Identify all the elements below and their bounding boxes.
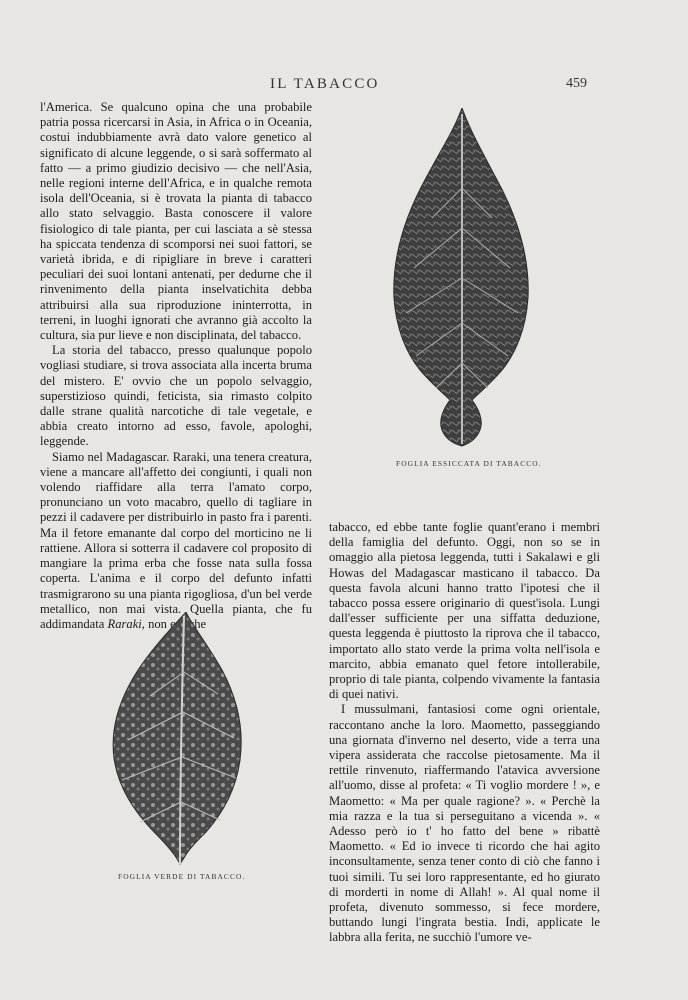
paragraph: La storia del tabacco, presso qualunque popolo vogliasi studiare, si trova associata alla incerta bruma del mistero. E' ovvio che un popolo selvaggio, superstizioso quindi, feticista, sia rimasto colpito dalle strane qualità narcotiche di tale vegetale, e abbia creato intorno ad esso, favole, apologhi, leggende. (40, 343, 312, 449)
dried-leaf-figure (392, 108, 532, 450)
italic-term: Raraki (107, 616, 142, 631)
paragraph-tail: , non era che (141, 616, 207, 631)
dried-leaf-illustration (392, 108, 532, 450)
green-leaf-caption: FOGLIA VERDE DI TABACCO. (118, 872, 246, 881)
paragraph: l'America. Se qualcuno opina che una probabile patria possa ricercarsi in Asia, in Africa o in Oceania, costui indubbiamente avrà dato valore genetico al significato di alcune leggende, o si sarà soffermato al fatto — a primo giudizio decisivo — che nell'Asia, nelle regioni interne dell'Africa, e in qualche remota isola dell'Oceania, si è trovata la pianta di tabacco allo stato selvaggio. Basta conoscere il valore fisiologico di tale pianta, per cui lasciata a sè stessa ha spiccata tendenza di scomporsi nei suoi fattori, se varietà ibrida, e di ripigliare in breve i caratteri peculiari dei suoi lontani antenati, per dedurne che il rinvenimento della pianta inselvatichita debba attribuirsi alla sua riproduzione ininterrotta, in terreni, in luoghi ignorati che avranno già accolto la cultura, sia pur lieve e non disciplinata, del tabacco. (40, 100, 312, 343)
right-column (329, 520, 600, 946)
left-column (40, 100, 312, 632)
running-title: IL TABACCO (270, 76, 380, 92)
green-leaf-illustration (107, 612, 246, 866)
paragraph-text: Siamo nel Madagascar. Raraki, una tenera creatura, viene a mancare all'affetto dei congiunti, i quali non volendo riaffidare alla terra l'amato corpo, pronunciano un voto macabro, quello di tagliare in pezzi il cadavere per distribuirlo in pasto fra i parenti. Ma il fetore emanante dal corpo del morticino ne li rattiene. Allora si sotterra il cadavere col proposito di mangiare la prima erba che fosse nata sulla fossa coperta. L'anima e il corpo del defunto infatti trasmigrarono su una pianta rigogliosa, d'un bel verde metallico, non mai vista. Quella pianta, che fu addimandata (40, 449, 312, 631)
paragraph (40, 450, 312, 632)
green-leaf-figure (107, 612, 246, 866)
dried-leaf-caption: FOGLIA ESSICCATA DI TABACCO. (396, 459, 542, 468)
paragraph: tabacco, ed ebbe tante foglie quant'erano i membri della famiglia del defunto. Oggi, non so se in omaggio alla pietosa leggenda, tutti i Sakalawi e gli Howas del Madagascar masticano il tabacco. Da questa favola alcuni hanno tratto l'ipotesi che il tabacco possa essere originario di quest'isola. Lungi dall'esser sufficiente per una siffatta deduzione, questa leggenda è piuttosto la riprova che il tabacco, importato allo stato verde la prima volta nell'isola e marcito, abbia emanato quel fetore intollerabile, proprio di tale pianta, colpendo vivamente la fantasia di quei nativi. (329, 520, 600, 702)
page-number: 459 (566, 76, 587, 91)
paragraph: I mussulmani, fantasiosi come ogni orientale, raccontano anche la loro. Maometto, passeggiando una giornata d'inverno nel deserto, vide a terra una vipera assiderata che raccolse pietosamente. Ma il rettile rinvenuto, riaffermando l'atavica avversione all'uomo, disse al profeta: « Ti voglio mordere ! », e Maometto: « Ma per quale ragione? ». « Perchè la mia razza e la tua si perseguitano a vicenda ». « Adesso però io t' ho fatto del bene » ribattè Maometto. « Ed io invece ti ricordo che hai agito inconsultamente, senza tener conto di ciò che fanno i tuoi simili. Tu sei loro rappresentante, ed ho giurato di morderti in nome di Allah! ». Al qual nome il profeta, divenuto sommesso, si fece mordere, buttando lungi l'ingrata bestia. Indi, applicate le labbra alla ferita, ne succhiò l'umore ve- (329, 702, 600, 945)
